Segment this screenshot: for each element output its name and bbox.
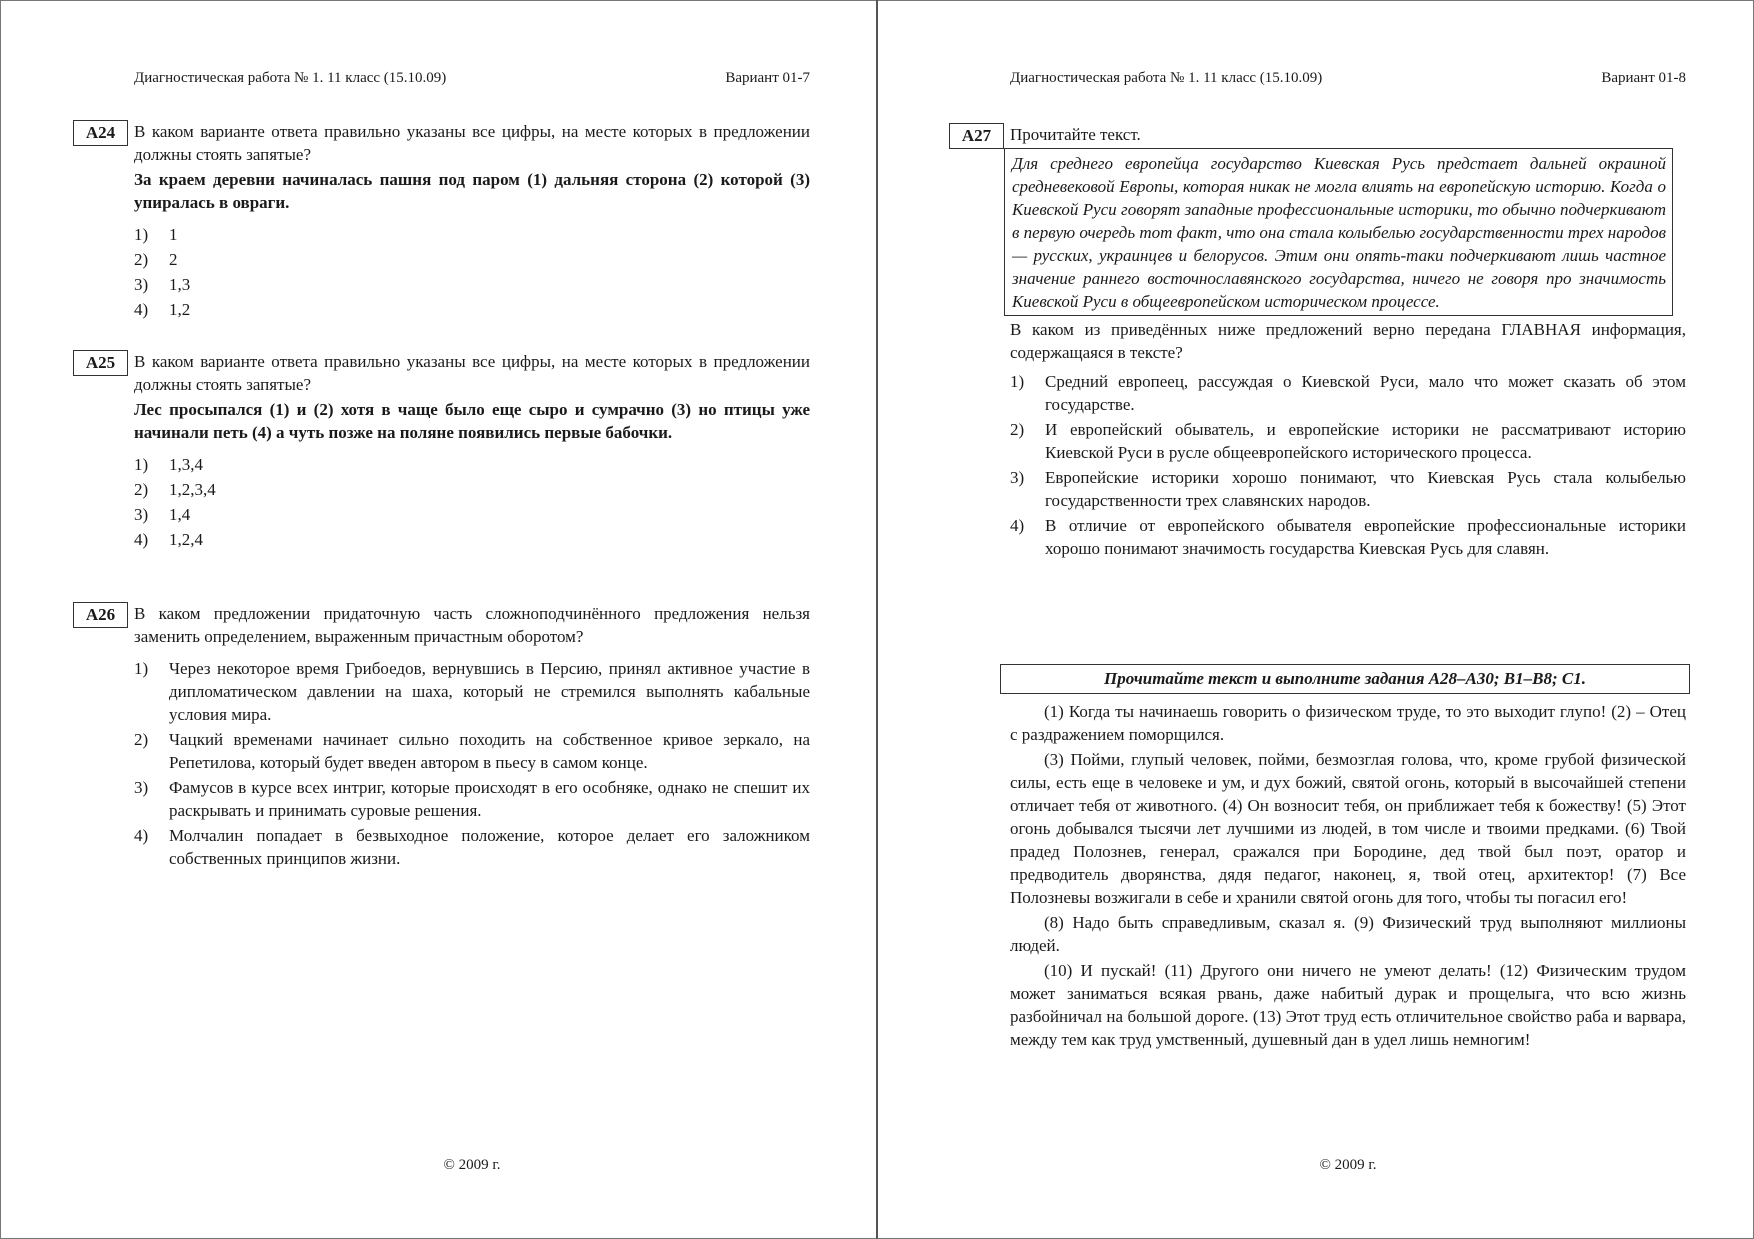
option-text: 1,2,4 — [169, 530, 203, 549]
task-question: В каком варианте ответа правильно указаны все цифры, на месте которых в предложении должны стоять запятые? — [134, 122, 810, 164]
option-text: 1,4 — [169, 505, 191, 524]
answer-options — [134, 657, 810, 870]
answer-option — [134, 273, 810, 296]
option-text: Чацкий временами начинает сильно походить на собственное кривое зеркало, на Репетилова, который будет введен автором в пьесу в самом конце. — [169, 730, 810, 772]
reading-instruction: Прочитайте текст и выполните задания А28–А30; В1–В8; С1. — [1000, 664, 1690, 694]
option-number: 4) — [134, 530, 149, 549]
option-text: Фамусов в курсе всех интриг, которые происходят в его особняке, однако не спешит их раскрывать и принимать суровые решения. — [169, 778, 810, 820]
answer-option — [1010, 370, 1686, 416]
reading-text — [1010, 700, 1686, 1053]
option-number: 2) — [134, 480, 149, 499]
option-number: 3) — [134, 778, 149, 797]
task-question: В каком из приведённых ниже предложений верно передана ГЛАВНАЯ информация, содержащаяся в тексте? — [1010, 320, 1686, 362]
option-text: И европейский обыватель, и европейские историки не рассматривают историю Киевской Руси в русле общеевропейского исторического процесса. — [1045, 420, 1686, 462]
option-number: 4) — [134, 826, 149, 845]
task-code: А26 — [73, 602, 128, 628]
answer-option — [1010, 514, 1686, 560]
task-a25 — [85, 350, 810, 553]
answer-option — [1010, 466, 1686, 512]
task-a27 — [961, 123, 1686, 562]
option-text: Европейские историки хорошо понимают, что Киевская Русь стала колыбелью государственности трех славянских народов. — [1045, 468, 1686, 510]
quoted-text: Для среднего европейца государство Киевская Русь предстает дальней окраиной средневековой Европы, которая никак не могла влиять на европейскую историю. Когда о Киевской Руси говорят западные профессиональные историки, то обычно подчеркивают в первую очередь тот факт, что она стала колыбелью государственности трех народов — русских, украинцев и белорусов. Этим они опять-таки подчеркивают лишь частное значение раннего восточнославянского государства, ничего не говоря про значимость Киевской Руси в общеевропейском историческом процессе. — [1004, 148, 1673, 316]
story-paragraph: (8) Надо быть справедливым, сказал я. (9) Физический труд выполняют миллионы людей. — [1010, 913, 1686, 955]
page-divider — [876, 0, 878, 1239]
answer-option — [134, 728, 810, 774]
task-a24 — [85, 120, 810, 323]
task-sentence: Лес просыпался (1) и (2) хотя в чаще было еще сыро и сумрачно (3) но птицы уже начинали петь (4) а чуть позже на поляне появились первые бабочки. — [134, 400, 810, 442]
answer-option — [134, 657, 810, 726]
option-number: 1) — [134, 225, 149, 244]
answer-option — [134, 298, 810, 321]
left-page — [85, 0, 810, 1239]
option-number: 1) — [134, 455, 149, 474]
answer-option — [134, 776, 810, 822]
left-header-title: Диагностическая работа № 1. 11 класс (15.10.09) — [134, 70, 447, 86]
option-text: 1 — [169, 225, 178, 244]
task-code: А27 — [949, 123, 1004, 149]
option-text: 1,3,4 — [169, 455, 203, 474]
option-text: 1,3 — [169, 275, 191, 294]
option-text: 2 — [169, 250, 178, 269]
option-number: 3) — [134, 275, 149, 294]
option-number: 3) — [1010, 468, 1025, 487]
task-sentence: За краем деревни начиналась пашня под паром (1) дальняя сторона (2) которой (3) упиралась в овраги. — [134, 170, 810, 212]
answer-options — [1010, 370, 1686, 560]
task-question: В каком варианте ответа правильно указаны все цифры, на месте которых в предложении должны стоять запятые? — [134, 352, 810, 394]
left-footer: © 2009 г. — [443, 1157, 501, 1173]
story-paragraph: (10) И пускай! (11) Другого они ничего не умеют делать! (12) Физическим трудом может заниматься всякая рвань, даже набитый дурак и прощелыга, что всю жизнь разбойничал на большой дороге. (13) Этот труд есть отличительное свойство раба и варвара, между тем как труд умственный, душевный дан в удел лишь немногим! — [1010, 961, 1686, 1049]
answer-options — [134, 453, 810, 551]
answer-option — [134, 478, 810, 501]
task-question: В каком предложении придаточную часть сложноподчинённого предложения нельзя заменить определением, выраженным причастным оборотом? — [134, 604, 810, 646]
right-variant: Вариант 01-8 — [1601, 70, 1686, 86]
answer-option — [134, 223, 810, 246]
task-intro: Прочитайте текст. — [1010, 125, 1141, 144]
task-a26 — [85, 602, 810, 872]
option-text: Молчалин попадает в безвыходное положение, которое делает его заложником собственных принципов жизни. — [169, 826, 810, 868]
option-number: 4) — [1010, 516, 1025, 535]
option-text: Через некоторое время Грибоедов, вернувшись в Персию, принял активное участие в дипломатическом давлении на шаха, который не стремился выполнять кабальные условия мира. — [169, 659, 810, 724]
answer-option — [134, 824, 810, 870]
option-text: В отличие от европейского обывателя европейские профессиональные историки хорошо понимают значимость государства Киевская Русь для славян. — [1045, 516, 1686, 558]
option-text: 1,2 — [169, 300, 191, 319]
left-variant: Вариант 01-7 — [725, 70, 810, 86]
option-number: 1) — [1010, 372, 1025, 391]
option-number: 3) — [134, 505, 149, 524]
option-text: 1,2,3,4 — [169, 480, 216, 499]
answer-option — [134, 453, 810, 476]
right-page — [961, 0, 1686, 1239]
answer-options — [134, 223, 810, 321]
option-number: 4) — [134, 300, 149, 319]
answer-option — [134, 528, 810, 551]
option-number: 2) — [1010, 420, 1025, 439]
right-footer: © 2009 г. — [1319, 1157, 1377, 1173]
answer-option — [1010, 418, 1686, 464]
right-header-title: Диагностическая работа № 1. 11 класс (15.10.09) — [1010, 70, 1323, 86]
option-number: 1) — [134, 659, 149, 678]
task-code: А24 — [73, 120, 128, 146]
story-paragraph: (1) Когда ты начинаешь говорить о физическом труде, то это выходит глупо! (2) – Отец с раздражением поморщился. — [1010, 702, 1686, 744]
task-code: А25 — [73, 350, 128, 376]
option-text: Средний европеец, рассуждая о Киевской Руси, мало что может сказать об этом государстве. — [1045, 372, 1686, 414]
option-number: 2) — [134, 730, 149, 749]
story-paragraph: (3) Пойми, глупый человек, пойми, безмозглая голова, что, кроме грубой физической силы, есть еще в человеке и ум, и дух божий, святой огонь, который в высочайшей степени отличает тебя от животного. (4) Он возносит тебя, он приближает тебя к божеству! (5) Этот огонь добывался тысячи лет лучшими из людей, в том числе и твоими предками. (6) Твой прадед Полознев, генерал, сражался при Бородине, дед твой был поэт, оратор и предводитель дворянства, дядя педагог, наконец, я, твой отец, архитектор! (7) Все Полозневы возжигали в себе и хранили святой огонь для того, чтобы ты погасил его! — [1010, 750, 1686, 907]
answer-option — [134, 503, 810, 526]
answer-option — [134, 248, 810, 271]
option-number: 2) — [134, 250, 149, 269]
